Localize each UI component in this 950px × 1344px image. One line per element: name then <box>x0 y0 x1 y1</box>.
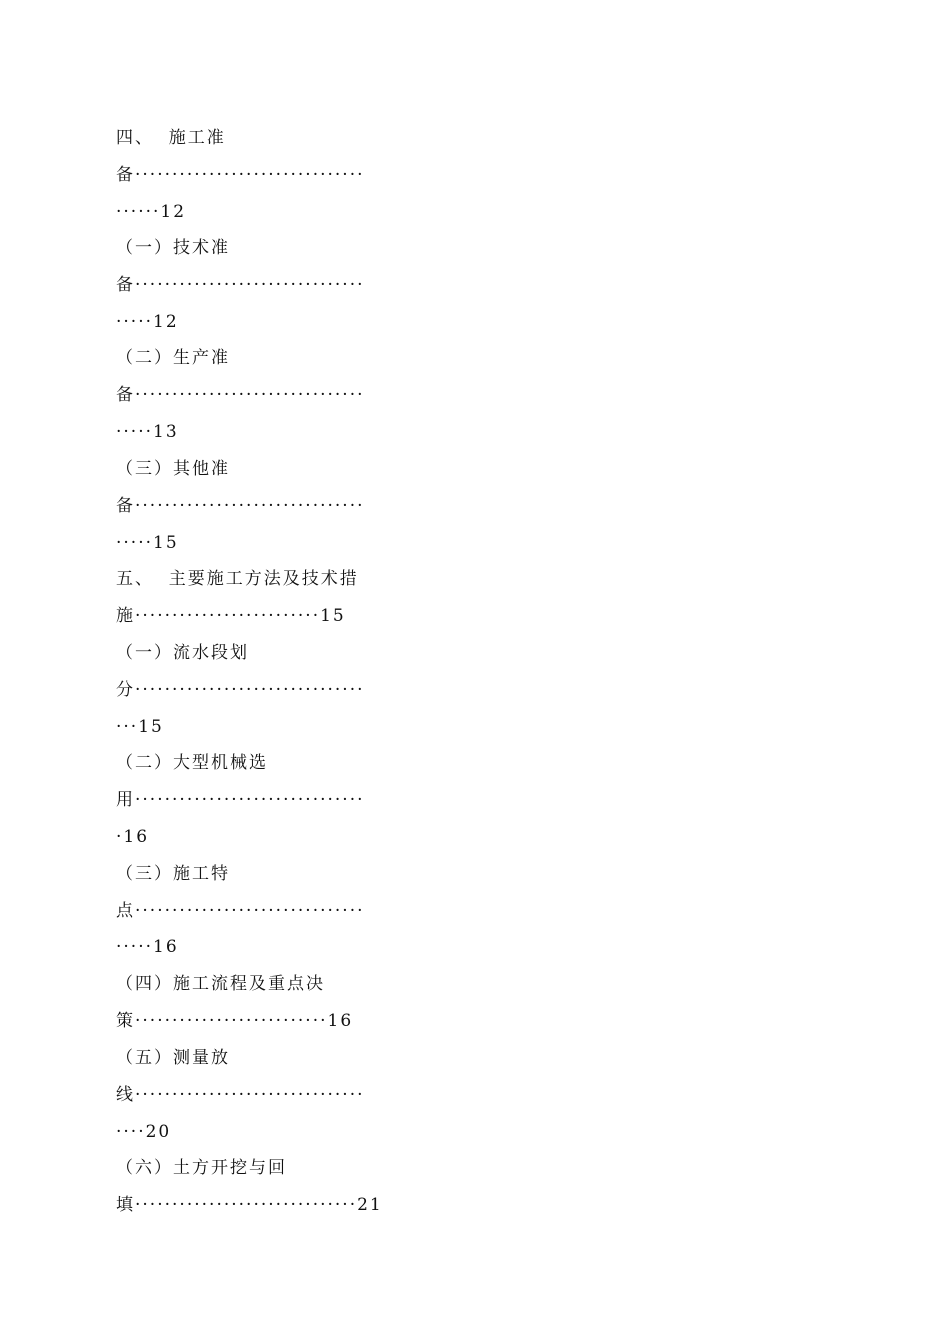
toc-line <box>116 199 846 225</box>
toc-line <box>116 750 846 776</box>
toc-line <box>116 272 846 298</box>
toc-line <box>116 493 846 519</box>
toc-line <box>116 419 846 445</box>
toc-line-text: ······12 <box>116 202 187 222</box>
toc-line-text: ·····16 <box>116 937 179 957</box>
toc-line-text: ·····13 <box>116 422 179 442</box>
toc-line-text: 线······························· <box>116 1085 365 1105</box>
toc-line <box>116 456 846 482</box>
toc-line-text: （六）土方开挖与回 <box>116 1158 287 1178</box>
toc-line-text: ···15 <box>116 717 164 737</box>
toc-line-text: 备······························· <box>116 165 365 185</box>
toc-line-text: 五、 主要施工方法及技术措 <box>116 569 359 589</box>
toc-line-text: ·····15 <box>116 533 179 553</box>
toc-line-text: 点······························· <box>116 901 365 921</box>
toc-line <box>116 1008 846 1034</box>
toc-line <box>116 530 846 556</box>
toc-line-text: 备······························· <box>116 385 365 405</box>
toc-line-text: 填······························21 <box>116 1195 383 1215</box>
toc-line-text: （一）流水段划 <box>116 643 249 663</box>
toc-line-text: （一）技术准 <box>116 238 230 258</box>
toc-line <box>116 640 846 666</box>
toc-line <box>116 861 846 887</box>
toc-line-text: ····20 <box>116 1122 172 1142</box>
toc-line <box>116 898 846 924</box>
toc-line <box>116 1082 846 1108</box>
toc-line-text: （五）测量放 <box>116 1048 230 1068</box>
toc-line-text: 备······························· <box>116 496 365 516</box>
toc-line <box>116 1155 846 1181</box>
toc-line-text: ·····12 <box>116 312 179 332</box>
toc-line <box>116 824 846 850</box>
toc-line-text: （四）施工流程及重点决 <box>116 974 325 994</box>
toc-line <box>116 677 846 703</box>
toc-line <box>116 714 846 740</box>
toc-line <box>116 382 846 408</box>
toc-line-text: 施·························15 <box>116 606 346 626</box>
toc-line-text: （三）施工特 <box>116 864 230 884</box>
toc-line <box>116 162 846 188</box>
toc-line <box>116 971 846 997</box>
toc-line-text: （二）大型机械选 <box>116 753 268 773</box>
toc-line-text: （三）其他准 <box>116 459 230 479</box>
toc-line-text: ·16 <box>116 827 150 847</box>
toc-line-text: 策··························16 <box>116 1011 354 1031</box>
toc-line <box>116 235 846 261</box>
toc-line-text: 分······························· <box>116 680 365 700</box>
toc-line <box>116 934 846 960</box>
toc-line <box>116 603 846 629</box>
toc-line <box>116 1045 846 1071</box>
toc-line <box>116 345 846 371</box>
toc-line-text: 用······························· <box>116 790 365 810</box>
toc-line-text: 备······························· <box>116 275 365 295</box>
toc-line <box>116 125 846 151</box>
toc-line-text: （二）生产准 <box>116 348 230 368</box>
toc-line <box>116 566 846 592</box>
toc-line <box>116 1192 846 1218</box>
toc-line <box>116 787 846 813</box>
toc-line <box>116 1119 846 1145</box>
toc-line-text: 四、 施工准 <box>116 128 226 148</box>
toc-line <box>116 309 846 335</box>
